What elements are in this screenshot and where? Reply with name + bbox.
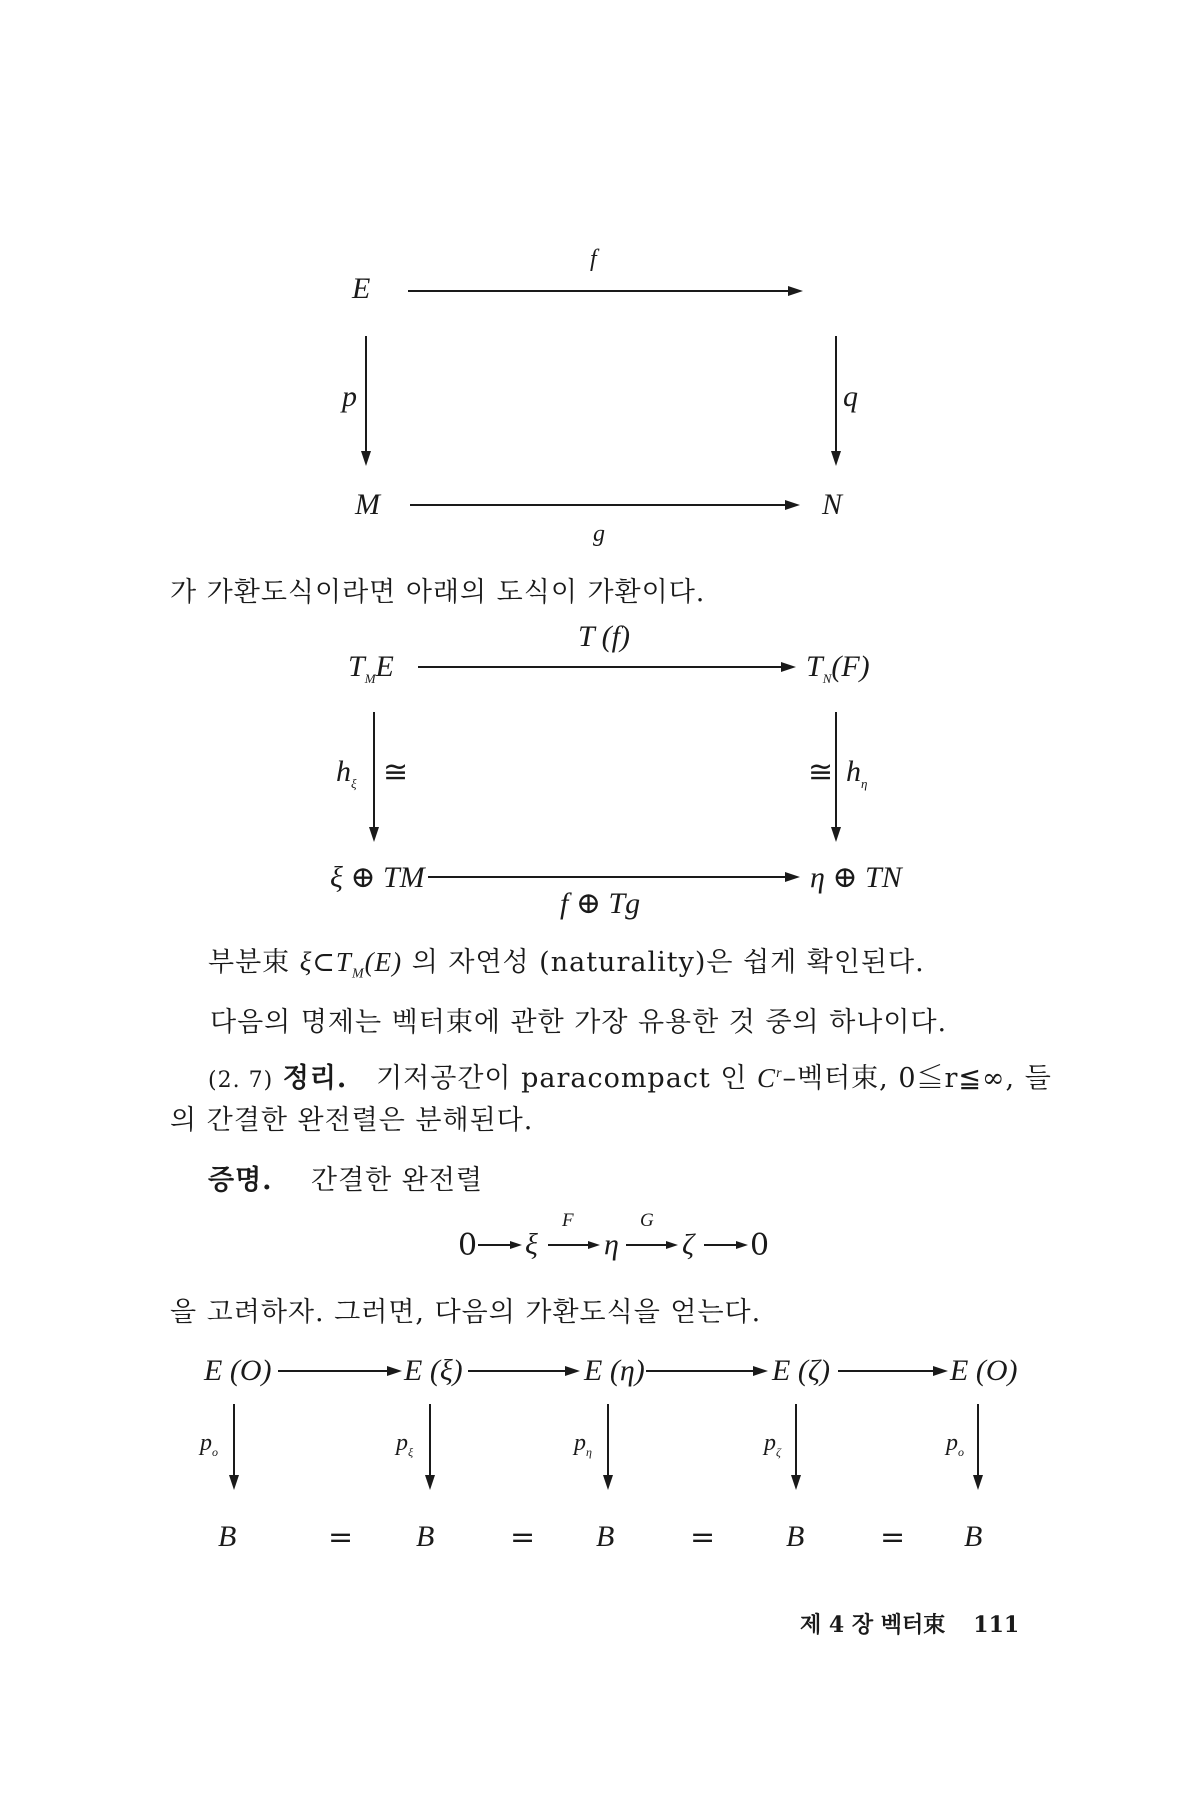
d3-bottom-1: B — [416, 1520, 435, 1553]
seq-xi: ξ — [525, 1228, 538, 1261]
node-E: E — [352, 272, 371, 305]
proof-text: 간결한 완전렬 — [310, 1165, 483, 1196]
d3-bottom-2: B — [596, 1520, 615, 1553]
d3-eq-3: = — [690, 1520, 716, 1555]
tr-F: (F) — [831, 650, 870, 683]
d3-proj-4 — [946, 1430, 964, 1460]
d3-arrow-top-1 — [278, 1363, 402, 1379]
d3-p-sub-4: o — [958, 1444, 964, 1459]
theorem-r: r — [776, 1066, 783, 1081]
d3-eq-4: = — [880, 1520, 906, 1555]
d3-arrow-proj-1 — [422, 1404, 438, 1490]
text-consider: 을 고려하자. 그러면, 다음의 가환도식을 얻는다. — [170, 1297, 762, 1328]
footer-chapter: 제 4 장 벡터束 — [800, 1612, 946, 1638]
arrow-Tf — [418, 659, 796, 675]
iso-left: ≅ — [383, 755, 409, 790]
theorem-C: C — [757, 1063, 777, 1093]
theorem-number: (2. 7) — [208, 1068, 274, 1093]
text-commutative-1: 가 가환도식이라면 아래의 도식이 가환이다. — [170, 577, 706, 608]
h-left-sub: ξ — [351, 776, 357, 791]
node-TNF — [806, 650, 870, 687]
d3-p-sub-2: η — [586, 1444, 592, 1459]
para1-math2: (E) — [364, 947, 403, 977]
node-TME — [348, 650, 394, 687]
label-h-xi — [336, 755, 357, 792]
d3-arrow-proj-0 — [226, 1404, 242, 1490]
d3-p-sub-3: ζ — [776, 1444, 781, 1459]
d3-proj-3 — [764, 1430, 781, 1460]
d3-top-0: E (O) — [204, 1354, 272, 1387]
para1-sub: M — [351, 966, 365, 982]
seq-eta: η — [604, 1228, 619, 1261]
d3-proj-0 — [200, 1430, 218, 1460]
d3-arrow-proj-2 — [600, 1404, 616, 1490]
h-right: h — [846, 755, 861, 788]
theorem-text-b: –벡터束, 0≦r≦∞, 들 — [782, 1063, 1052, 1094]
para1-b: 의 자연성 (naturality)은 쉽게 확인된다. — [402, 947, 925, 978]
arrow-q — [828, 336, 844, 466]
d3-top-1: E (ξ) — [404, 1354, 463, 1387]
h-left: h — [336, 755, 351, 788]
d3-p-1: p — [396, 1430, 408, 1456]
d3-top-4: E (O) — [950, 1354, 1018, 1387]
seq-arrow-F — [548, 1237, 600, 1253]
d3-p-0: p — [200, 1430, 212, 1456]
label-Tf: T (f) — [578, 620, 630, 653]
theorem-heading: 정리. — [282, 1063, 348, 1094]
d3-p-sub-0: o — [212, 1444, 218, 1459]
node-eta-TN: η ⊕ TN — [810, 861, 902, 894]
d3-proj-1 — [396, 1430, 413, 1460]
tr-T: T — [806, 650, 823, 683]
d3-arrow-top-4 — [838, 1363, 948, 1379]
d3-p-2: p — [574, 1430, 586, 1456]
arrow-fTg — [428, 869, 800, 885]
arrow-h-xi — [366, 712, 382, 842]
label-g: g — [593, 521, 605, 547]
d3-bottom-3: B — [786, 1520, 805, 1553]
para1-a: 부분束 — [208, 947, 300, 978]
para-naturality — [208, 940, 925, 982]
footer-page-number: 111 — [973, 1612, 1020, 1638]
h-right-sub: η — [861, 776, 868, 791]
proof — [208, 1158, 483, 1197]
iso-right: ≅ — [808, 755, 834, 790]
label-p: p — [342, 380, 357, 413]
d3-arrow-proj-3 — [788, 1404, 804, 1490]
tl-E: E — [375, 650, 394, 683]
d3-arrow-top-3 — [646, 1363, 768, 1379]
d3-bottom-4: B — [964, 1520, 983, 1553]
para-proposition: 다음의 명제는 벡터束에 관한 가장 유용한 것 중의 하나이다. — [210, 1007, 948, 1038]
theorem-text-a: 기저공간이 paracompact 인 — [376, 1063, 758, 1094]
tr-sub: N — [822, 671, 832, 686]
node-N: N — [822, 488, 843, 521]
node-M: M — [355, 488, 380, 521]
seq-arrow-1 — [478, 1237, 522, 1253]
theorem-line-2: 의 간결한 완전렬은 분해된다. — [170, 1105, 534, 1136]
arrow-f — [408, 283, 803, 299]
arrow-p — [358, 336, 374, 466]
d3-p-sub-1: ξ — [408, 1444, 414, 1459]
d3-eq-1: = — [328, 1520, 354, 1555]
theorem-2-7 — [208, 1056, 1052, 1095]
d3-proj-2 — [574, 1430, 592, 1460]
seq-arrow-G — [626, 1237, 678, 1253]
d3-top-3: E (ζ) — [772, 1354, 830, 1387]
d3-p-3: p — [764, 1430, 776, 1456]
label-q: q — [843, 380, 858, 413]
proof-heading: 증명. — [208, 1165, 273, 1196]
label-fTg: f ⊕ Tg — [560, 887, 641, 920]
tl-T: T — [348, 650, 365, 683]
tl-sub: M — [364, 671, 376, 686]
seq-label-G: G — [640, 1210, 654, 1231]
seq-zeta: ζ — [682, 1228, 695, 1261]
d3-eq-2: = — [510, 1520, 536, 1555]
arrow-g — [410, 497, 800, 513]
d3-top-2: E (η) — [584, 1354, 645, 1387]
para1-math: ξ⊂T — [299, 947, 352, 977]
label-f: f — [590, 246, 597, 272]
d3-arrow-top-2 — [468, 1363, 580, 1379]
arrow-h-eta — [828, 712, 844, 842]
d3-arrow-proj-4 — [970, 1404, 986, 1490]
node-xi-TM: ξ ⊕ TM — [330, 861, 425, 894]
d3-p-4: p — [946, 1430, 958, 1456]
label-h-eta — [846, 755, 867, 792]
seq-label-F: F — [562, 1210, 574, 1231]
seq-zero-right: 0 — [750, 1228, 770, 1263]
page-footer — [800, 1608, 1019, 1639]
d3-bottom-0: B — [218, 1520, 237, 1553]
seq-zero-left: 0 — [458, 1228, 478, 1263]
seq-arrow-4 — [704, 1237, 748, 1253]
